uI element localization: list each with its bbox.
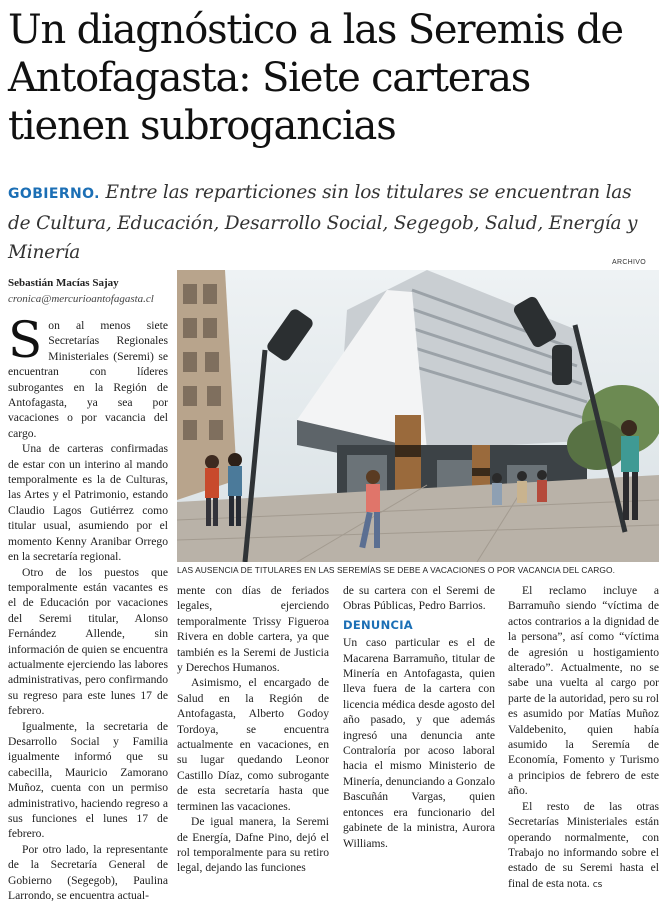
paragraph: Un caso particular es el de Macarena Barramuño, titular de Minería en Antofagasta, quien lleva fuera de la cartera con licencia médica desde agosto del año pasado, y que además ingresó una denuncia ante Contraloría por acoso laboral hacia el mismo Ministerio de Minería, denunciando a Gonzalo Bascuñán Vargas, quien entonces era funcionario del gabinete de la ministra, Aurora Williams. — [343, 636, 495, 850]
paragraph — [8, 311, 168, 441]
section-subhead: DENUNCIA — [343, 617, 414, 632]
paragraph: Asimismo, el encargado de Salud en la Región de Antofagasta, Alberto Godoy Tordoya, se encuentra actualmente en vacaciones, en su lugar quedando Leonor Castillo Díaz, como subrogante de esta secretaría hasta que terminen las vacaciones. — [177, 676, 329, 813]
photo-credit: ARCHIVO — [612, 259, 646, 266]
paragraph: de su cartera con el Seremi de Obras Públicas, Pedro Barrios. — [343, 584, 495, 613]
paragraph: Otro de los puestos que temporalmente están vacantes es el de Educación por vacaciones del Seremi titular, Alonso Fernández Allende, sin información de quien se encuentra actualmente ejerciendo las labores administrativas, pero confirmando su regreso para este lunes 17 de febrero. — [8, 565, 168, 718]
article-column-2 — [177, 583, 329, 876]
paragraph: El reclamo incluye a Barramuño siendo “víctima de actos contrarios a la dignidad de la persona”, así como “víctima de agresión u hostigamiento alterado”. Actualmente, no se sabe una vuelta al cargo por parte de la autoridad, pero su rol es asumido por Matías Muñoz Valdebenito, quien había asumido la Seremía de Economía, Fomento y Turismo a principios de febrero de este año. — [508, 584, 659, 798]
byline-email: cronica@mercurioantofagasta.cl — [8, 293, 154, 305]
byline — [8, 275, 173, 307]
news-photo — [177, 270, 659, 562]
headline: Un diagnóstico a las Seremis de Antofagasta: Siete carteras tienen subrogancias — [8, 7, 623, 149]
paragraph: mente con días de feriados legales, ejerciendo temporalmente Trissy Figueroa Rivera en doble cartera, ya que también es la Seremi de Justicia y Derechos Humanos. — [177, 584, 329, 675]
lead-text: Entre las reparticiones sin los titulares se encuentran las de Cultura, Educación, Desarrollo Social, Segegob, Salud, Energía y Minería — [8, 182, 638, 263]
section-kicker: GOBIERNO. — [8, 186, 100, 202]
photo-illustration — [177, 270, 659, 562]
paragraph: Por otro lado, la representante de la Secretaría General de Gobierno (Segegob), Paulina Larrondo, se encuentra actual- — [8, 842, 168, 903]
photo-caption: LAS AUSENCIA DE TITULARES EN LAS SEREMÍAS SE DEBE A VACACIONES O POR VACANCIA DEL CARGO. — [177, 565, 616, 575]
paragraph-text: El resto de las otras Secretarías Ministeriales están operando normalmente, con Trabajo no informando sobre el estado de su Seremi hasta el final de esta nota. — [508, 799, 659, 890]
article-column-3 — [343, 583, 495, 851]
article-column-1 — [8, 311, 168, 903]
paragraph: De igual manera, la Seremi de Energía, Dafne Pino, dejó el rol temporalmente para su retiro legal, dejando las funciones — [177, 815, 329, 875]
end-mark: cs — [592, 879, 603, 890]
byline-author: Sebastián Macías Sajay — [8, 277, 119, 289]
drop-cap: S — [8, 311, 43, 369]
paragraph: Una de carteras confirmadas de estar con un interino al mando temporalmente es la de Culturas, las Artes y el Patrimonio, estando Claudio Lagos Gutiérrez como titular usual, asumiendo por el momento Kenny Aranibar Orrego en la secretaría regional. — [8, 442, 168, 564]
article-column-4 — [508, 583, 659, 893]
paragraph: Igualmente, la secretaria de Desarrollo Social y Familia igualmente informó que su cabecilla, Mauricio Zamorano Muñoz, cuenta con un permiso administrativo, haciendo regreso a sus funciones el lunes 17 de febrero. — [8, 719, 168, 841]
paragraph-text: on al menos siete Secretarías Regionales Ministeriales (Seremi) se encuentran con líderes subrogantes en la Región de Antofagasta, ya sea por vacaciones o por vacancia del cargo. — [8, 319, 168, 440]
lead-paragraph — [8, 178, 658, 267]
